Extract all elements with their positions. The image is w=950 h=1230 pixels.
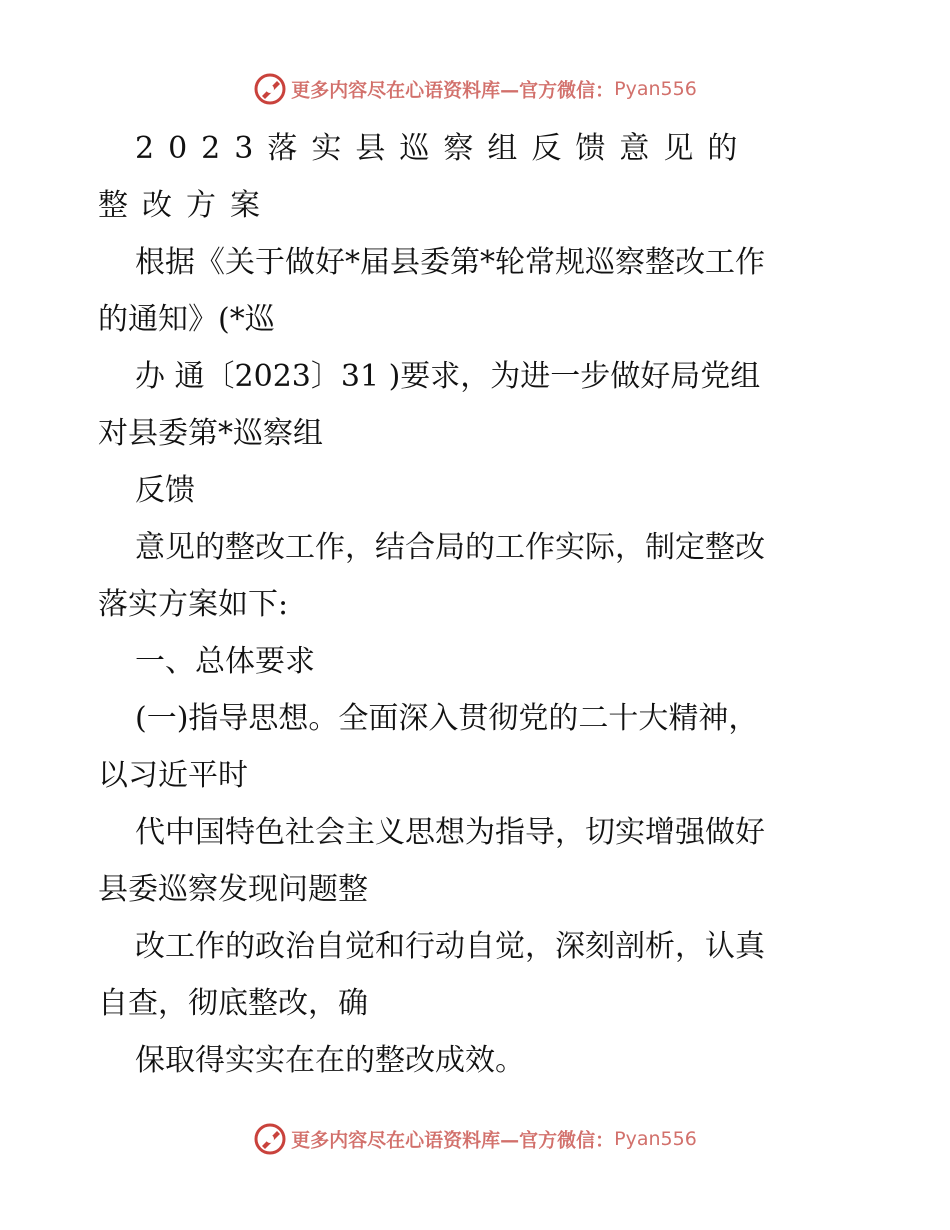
logo-icon — [253, 1122, 287, 1156]
watermark-footer — [0, 1122, 950, 1156]
paragraph-line: 根据《关于做好*届县委第*轮常规巡察整改工作 — [135, 245, 765, 280]
watermark-text: 更多内容尽在心语资料库—官方微信： — [291, 79, 615, 102]
paragraph-line: 以习近平时 — [98, 758, 248, 793]
paragraph-line: 反馈 — [135, 473, 195, 508]
section-heading: 一、总体要求 — [135, 644, 315, 679]
logo-icon — [253, 72, 287, 106]
paragraph-line: 落实方案如下: — [98, 587, 289, 622]
watermark-wechat-id: Pyan556 — [614, 78, 697, 100]
paragraph-line: 办 通〔2023〕31 )要求，为进一步做好局党组 — [135, 359, 761, 394]
paragraph-line: (一)指导思想。全面深入贯彻党的二十大精神， — [135, 701, 759, 736]
paragraph-line: 改工作的政治自觉和行动自觉，深刻剖析，认真 — [135, 929, 765, 964]
watermark-header — [0, 72, 950, 106]
document-body — [98, 120, 858, 1089]
paragraph-line: 对县委第*巡察组 — [98, 416, 323, 451]
paragraph-line: 自查，彻底整改，确 — [98, 986, 368, 1021]
paragraph-line: 县委巡察发现问题整 — [98, 872, 368, 907]
paragraph-line: 保取得实实在在的整改成效。 — [135, 1043, 525, 1078]
watermark-text: 更多内容尽在心语资料库—官方微信： — [291, 1129, 615, 1152]
watermark-wechat-id: Pyan556 — [614, 1128, 697, 1150]
document-title-line-1: 2023落实县巡察组反馈意见的 — [135, 131, 752, 166]
paragraph-line: 意见的整改工作，结合局的工作实际，制定整改 — [135, 530, 765, 565]
paragraph-line: 代中国特色社会主义思想为指导，切实增强做好 — [135, 815, 765, 850]
paragraph-line: 的通知》(*巡 — [98, 302, 275, 337]
document-title-line-2: 整改方案 — [98, 188, 274, 223]
